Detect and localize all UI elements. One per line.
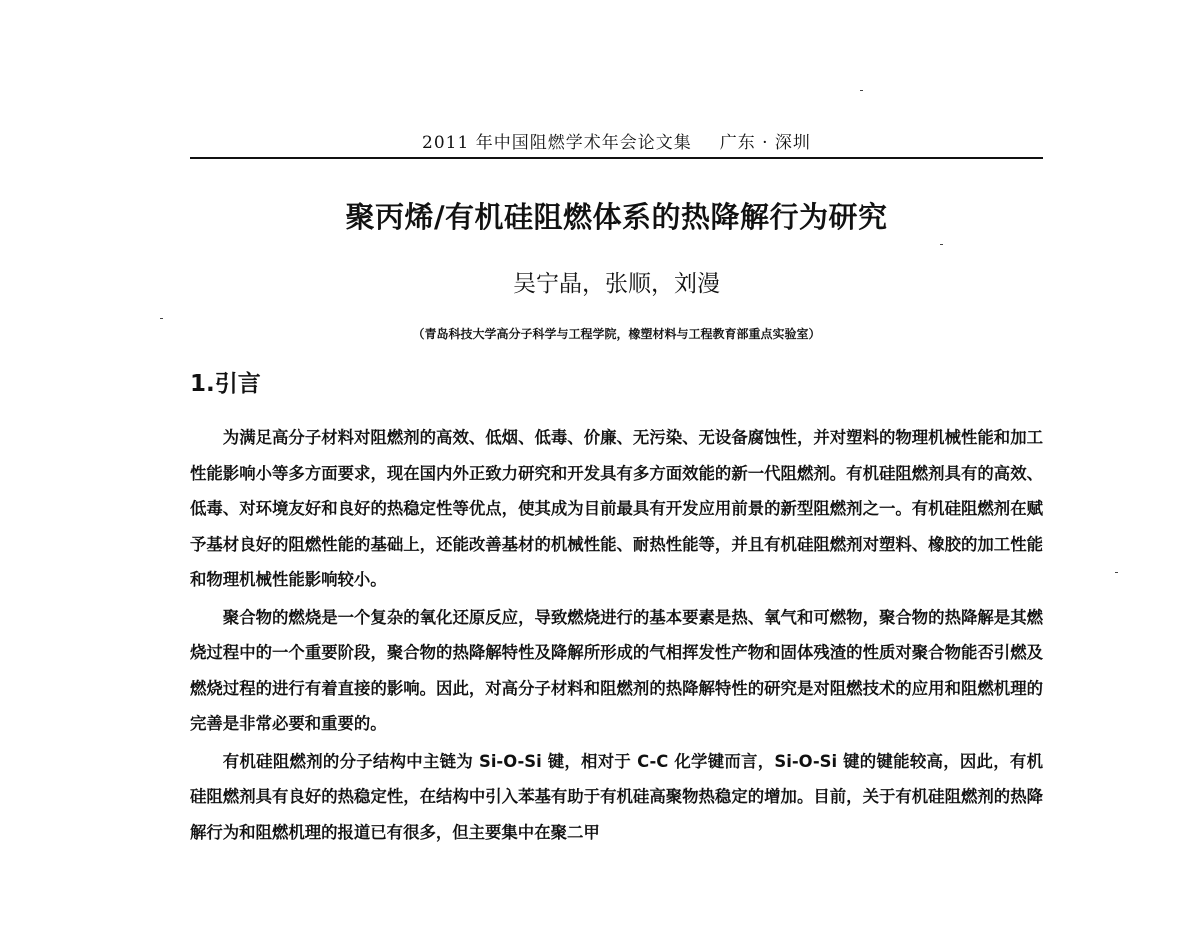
- body-text: [190, 420, 1043, 852]
- running-header: [190, 128, 1043, 153]
- scan-speck: [860, 90, 863, 91]
- conference-name: 2011 年中国阻燃学术年会论文集: [422, 133, 692, 153]
- scan-speck: [940, 244, 943, 245]
- paragraph: 为满足高分子材料对阻燃剂的高效、低烟、低毒、价廉、无污染、无设备腐蚀性，并对塑料的物理机械性能和加工性能影响小等多方面要求，现在国内外正致力研究和开发具有多方面效能的新一代阻燃剂。有机硅阻燃剂具有的高效、低毒、对环境友好和良好的热稳定性等优点，使其成为目前最具有开发应用前景的新型阻燃剂之一。有机硅阻燃剂在赋予基材良好的阻燃性能的基础上，还能改善基材的机械性能、耐热性能等，并且有机硅阻燃剂对塑料、橡胶的加工性能和物理机械性能影响较小。: [190, 428, 1043, 589]
- paragraph: 聚合物的燃烧是一个复杂的氧化还原反应，导致燃烧进行的基本要素是热、氧气和可燃物，聚合物的热降解是其燃烧过程中的一个重要阶段，聚合物的热降解特性及降解所形成的气相挥发性产物和固体残渣的性质对聚合物能否引燃及燃烧过程的进行有着直接的影响。因此，对高分子材料和阻燃剂的热降解特性的研究是对阻燃技术的应用和阻燃机理的完善是非常必要和重要的。: [190, 607, 1043, 733]
- header-rule: [190, 157, 1043, 159]
- author-affiliation: （青岛科技大学高分子科学与工程学院，橡塑材料与工程教育部重点实验室）: [412, 327, 821, 341]
- section-heading: 1.引言: [190, 371, 261, 397]
- scan-speck: [1115, 572, 1118, 573]
- conference-location: 广东 · 深圳: [719, 133, 811, 153]
- paragraph: 有机硅阻燃剂的分子结构中主链为 Si-O-Si 键，相对于 C-C 化学键而言，Si-O-Si 键的键能较高，因此，有机硅阻燃剂具有良好的热稳定性，在结构中引入苯基有助于有机硅高聚物热稳定的增加。目前，关于有机硅阻燃剂的热降解行为和阻燃机理的报道已有很多，但主要集中在聚二甲: [190, 751, 1043, 842]
- author-list: 吴宁晶，张顺，刘漫: [513, 271, 720, 297]
- paper-title: 聚丙烯/有机硅阻燃体系的热降解行为研究: [345, 200, 888, 234]
- scan-speck: [160, 318, 163, 319]
